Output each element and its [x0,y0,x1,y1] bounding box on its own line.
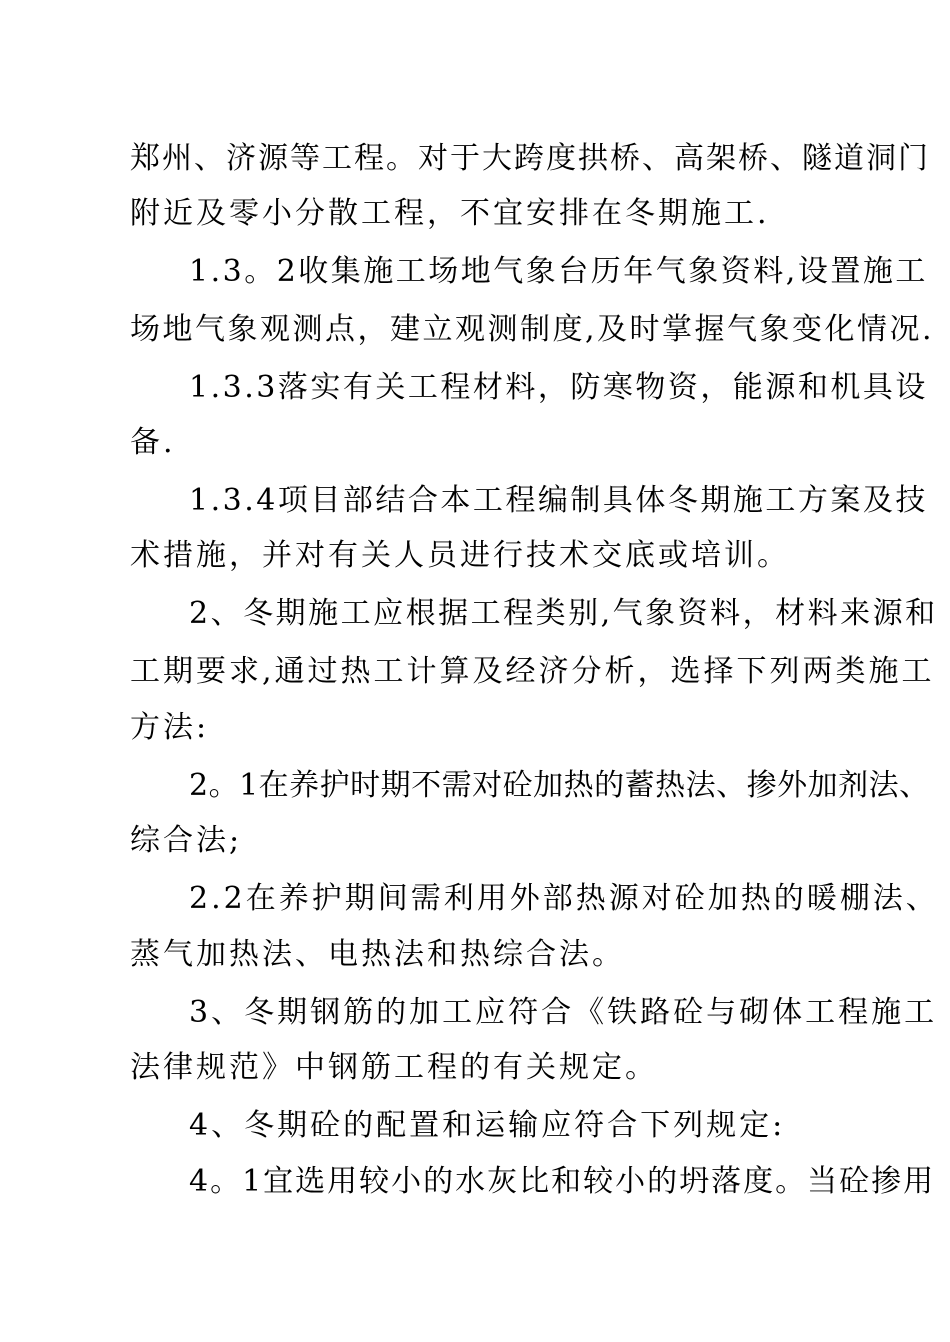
text-line: 1.3.3落实有关工程材料，防寒物资，能源和机具设 [189,370,928,405]
text-line: 附近及零小分散工程，不宜安排在冬期施工. [130,196,770,231]
text-line: 备. [130,425,176,460]
text-line: 4、冬期砼的配置和运输应符合下列规定: [189,1108,786,1143]
text-line: 方法: [130,710,210,745]
text-line: 法律规范》中钢筋工程的有关规定。 [130,1050,658,1085]
text-line: 1.3.4项目部结合本工程编制具体冬期施工方案及技 [189,483,928,518]
text-line: 工期要求,通过热工计算及经济分析，选择下列两类施工 [130,654,935,689]
text-line: 郑州、济源等工程。对于大跨度拱桥、高架桥、隧道洞门 [130,141,930,176]
text-line: 蒸气加热法、电热法和热综合法。 [130,937,625,972]
text-line: 2.2在养护期间需利用外部热源对砼加热的暖棚法、 [189,881,939,916]
text-line: 术措施，并对有关人员进行技术交底或培训。 [130,538,790,573]
text-line: 3、冬期钢筋的加工应符合《铁路砼与砌体工程施工 [189,995,938,1030]
text-line: 4。1宜选用较小的水灰比和较小的坍落度。当砼掺用 [189,1164,936,1199]
text-line: 场地气象观测点，建立观测制度,及时掌握气象变化情况. [130,312,935,347]
text-line: 1.3。2收集施工场地气象台历年气象资料,设置施工 [189,254,928,289]
text-line: 综合法; [130,823,243,858]
text-line: 2。1在养护时期不需对砼加热的蓄热法、掺外加剂法、 [189,768,930,803]
text-line: 2、冬期施工应根据工程类别,气象资料，材料来源和 [189,596,938,631]
